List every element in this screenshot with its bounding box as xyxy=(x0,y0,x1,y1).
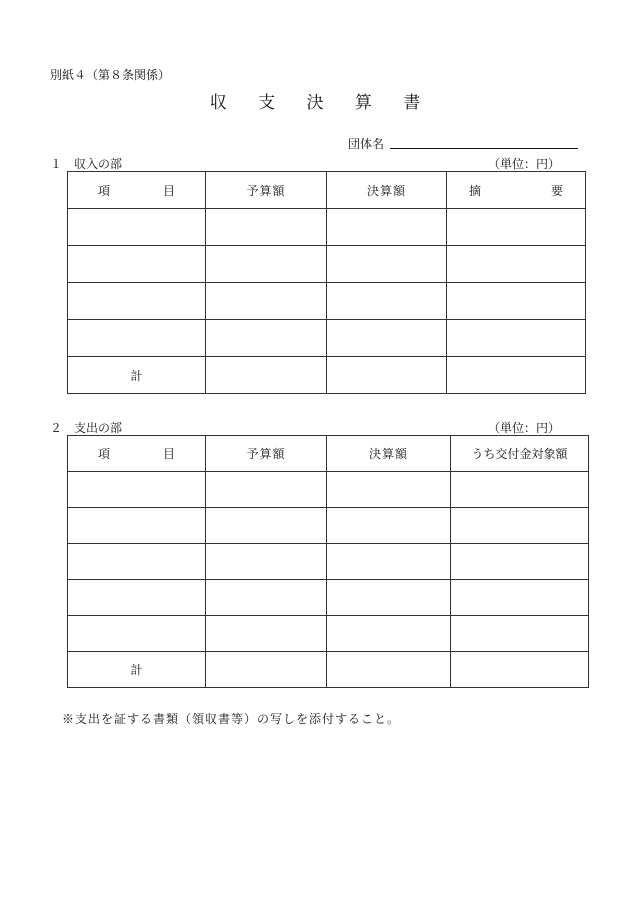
cell[interactable] xyxy=(327,320,447,357)
cell[interactable] xyxy=(327,357,447,394)
cell[interactable] xyxy=(327,246,447,283)
expense-header-row xyxy=(68,436,589,472)
total-label: 計 xyxy=(68,357,206,394)
annex-label: 別紙４（第８条関係） xyxy=(50,68,171,82)
page-title: 収 支 決 算 書 xyxy=(209,93,434,113)
header-remarks: 摘 要 xyxy=(447,172,586,209)
cell[interactable] xyxy=(451,652,589,688)
cell[interactable] xyxy=(451,508,589,544)
footnote: ※支出を証する書類（領収書等）の写しを添付すること。 xyxy=(62,712,401,726)
cell[interactable] xyxy=(206,320,327,357)
income-section-heading: １ 収入の部 xyxy=(50,157,123,171)
cell[interactable] xyxy=(68,508,206,544)
cell[interactable] xyxy=(451,580,589,616)
cell[interactable] xyxy=(206,357,327,394)
cell[interactable] xyxy=(327,283,447,320)
header-settlement: 決算額 xyxy=(327,172,447,209)
cell[interactable] xyxy=(447,283,586,320)
expense-unit-label: （単位：円） xyxy=(488,421,561,435)
cell[interactable] xyxy=(206,508,327,544)
cell[interactable] xyxy=(447,246,586,283)
income-table xyxy=(67,171,586,394)
cell[interactable] xyxy=(327,652,451,688)
header-settlement: 決算額 xyxy=(327,436,451,472)
table-row xyxy=(68,209,586,246)
cell[interactable] xyxy=(451,472,589,508)
cell[interactable] xyxy=(327,472,451,508)
table-row xyxy=(68,246,586,283)
cell[interactable] xyxy=(327,508,451,544)
header-budget: 予算額 xyxy=(206,172,327,209)
cell[interactable] xyxy=(206,544,327,580)
cell[interactable] xyxy=(68,472,206,508)
cell[interactable] xyxy=(206,283,327,320)
cell[interactable] xyxy=(451,544,589,580)
cell[interactable] xyxy=(68,209,206,246)
cell[interactable] xyxy=(447,209,586,246)
cell[interactable] xyxy=(447,320,586,357)
table-row xyxy=(68,283,586,320)
cell[interactable] xyxy=(68,544,206,580)
cell[interactable] xyxy=(327,209,447,246)
cell[interactable] xyxy=(206,616,327,652)
table-row xyxy=(68,580,589,616)
cell[interactable] xyxy=(206,652,327,688)
total-row xyxy=(68,357,586,394)
cell[interactable] xyxy=(68,283,206,320)
table-row xyxy=(68,616,589,652)
cell[interactable] xyxy=(327,544,451,580)
table-row xyxy=(68,320,586,357)
header-budget: 予算額 xyxy=(206,436,327,472)
cell[interactable] xyxy=(68,616,206,652)
cell[interactable] xyxy=(68,320,206,357)
cell[interactable] xyxy=(447,357,586,394)
cell[interactable] xyxy=(327,580,451,616)
table-row xyxy=(68,508,589,544)
cell[interactable] xyxy=(206,209,327,246)
header-item: 項 目 xyxy=(68,172,206,209)
total-row xyxy=(68,652,589,688)
expense-section-heading: ２ 支出の部 xyxy=(50,421,123,435)
org-name-label: 団体名 xyxy=(348,137,385,151)
income-unit-label: （単位：円） xyxy=(488,157,561,171)
org-name-field[interactable] xyxy=(390,148,578,149)
table-row xyxy=(68,544,589,580)
income-header-row xyxy=(68,172,586,209)
cell[interactable] xyxy=(206,472,327,508)
cell[interactable] xyxy=(327,616,451,652)
expense-table xyxy=(67,435,589,688)
table-row xyxy=(68,472,589,508)
total-label: 計 xyxy=(68,652,206,688)
cell[interactable] xyxy=(206,580,327,616)
cell[interactable] xyxy=(68,246,206,283)
header-subsidy-amount: うち交付金対象額 xyxy=(451,436,589,472)
header-item: 項 目 xyxy=(68,436,206,472)
cell[interactable] xyxy=(451,616,589,652)
cell[interactable] xyxy=(68,580,206,616)
cell[interactable] xyxy=(206,246,327,283)
